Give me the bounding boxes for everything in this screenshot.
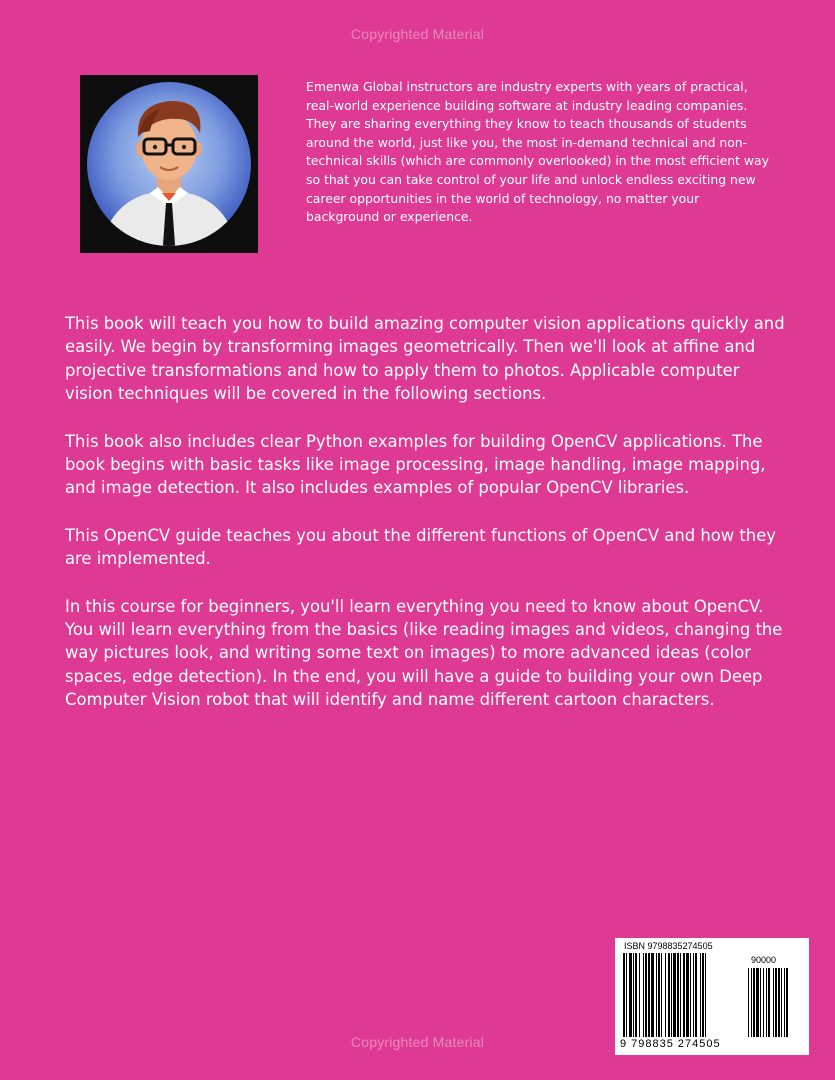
copyright-watermark-top: Copyrighted Material bbox=[350, 26, 485, 42]
author-avatar bbox=[80, 75, 258, 253]
barcode-addon-bar bbox=[784, 968, 785, 1037]
barcode-bar bbox=[693, 953, 694, 1037]
description-paragraph: This book will teach you how to build amazing computer vision applications quickly and easily. We begin by transforming images geometrically. Then we'll look at affine and projective transformations and how to apply them to photos. Applicable computer vision techniques will be covered in the following sections. bbox=[65, 314, 785, 404]
barcode-bar bbox=[690, 953, 691, 1037]
isbn-label: ISBN 9798835274505 bbox=[624, 941, 713, 951]
barcode-addon-bar bbox=[775, 968, 777, 1037]
barcode-addon-bar bbox=[781, 968, 782, 1037]
barcode-bar bbox=[665, 953, 666, 1037]
barcode-bar bbox=[700, 953, 701, 1037]
barcode-addon-bar bbox=[778, 968, 780, 1037]
barcode-addon-bar bbox=[756, 968, 759, 1037]
copyright-watermark-bottom: Copyrighted Material bbox=[350, 1034, 485, 1050]
barcode-addon-bar bbox=[766, 968, 767, 1037]
barcode-digits: 9 798835 274505 bbox=[620, 1038, 721, 1050]
barcode-bar bbox=[683, 953, 685, 1037]
barcode-bar bbox=[656, 953, 657, 1037]
barcode-bar bbox=[639, 953, 640, 1037]
barcode-bar bbox=[635, 953, 637, 1037]
barcode-bar bbox=[648, 953, 650, 1037]
barcode-bar bbox=[686, 953, 689, 1037]
barcode-bar bbox=[673, 953, 676, 1037]
barcode-addon-bar bbox=[751, 968, 752, 1037]
barcode-bar bbox=[677, 953, 679, 1037]
barcode-addon-bar bbox=[760, 968, 761, 1037]
barcode-addon-bar bbox=[773, 968, 774, 1037]
barcode-bar bbox=[643, 953, 644, 1037]
barcode-bar bbox=[633, 953, 634, 1037]
description-paragraph: This book also includes clear Python examples for building OpenCV applications. The book begins with basic tasks like image processing, image handling, image mapping, and image detection. It also includes examples of popular OpenCV libraries. bbox=[65, 431, 766, 498]
description-paragraph: In this course for beginners, you'll learn everything you need to know about OpenCV. You will learn everything from the basics (like reading images and videos, changing the way pictures look, and writing some text on images) to more advanced ideas (color spaces, edge detection). In the end, you will have a guide to building your own Deep Computer Vision robot that will identify and name different cartoon characters. bbox=[65, 596, 783, 710]
barcode-addon-bar bbox=[768, 968, 770, 1037]
barcode-bar bbox=[668, 953, 670, 1037]
barcode-addon-bar bbox=[786, 968, 788, 1037]
book-description bbox=[65, 312, 785, 736]
barcode-bar bbox=[623, 953, 625, 1037]
price-code: 90000 bbox=[751, 955, 777, 965]
description-paragraph: This OpenCV guide teaches you about the different functions of OpenCV and how they are implemented. bbox=[65, 525, 776, 569]
barcode-bar bbox=[705, 953, 706, 1037]
barcode-addon-bar bbox=[753, 968, 755, 1037]
barcode-bar bbox=[626, 953, 627, 1037]
barcode-bar bbox=[651, 953, 654, 1037]
barcode-bar bbox=[680, 953, 681, 1037]
barcode-bar bbox=[702, 953, 704, 1037]
barcode-bar bbox=[661, 953, 662, 1037]
barcode-addon-bar bbox=[748, 968, 749, 1037]
author-bio: Emenwa Global instructors are industry experts with years of practical, real-world experience building software at industry leading companies. They are sharing everything they know to teach thousands of students around the world, just like you, the most in-demand technical and non-technical skills (which are commonly overlooked) in the most efficient way so that you can take control of your life and unlock endless exciting new career opportunities in the world of technology, no matter your background or experience. bbox=[306, 79, 769, 225]
barcode-bar bbox=[645, 953, 647, 1037]
barcode-bar bbox=[671, 953, 672, 1037]
barcode-bar bbox=[695, 953, 697, 1037]
barcode-bar bbox=[629, 953, 632, 1037]
barcode-bar bbox=[658, 953, 660, 1037]
barcode-addon-bar bbox=[763, 968, 764, 1037]
